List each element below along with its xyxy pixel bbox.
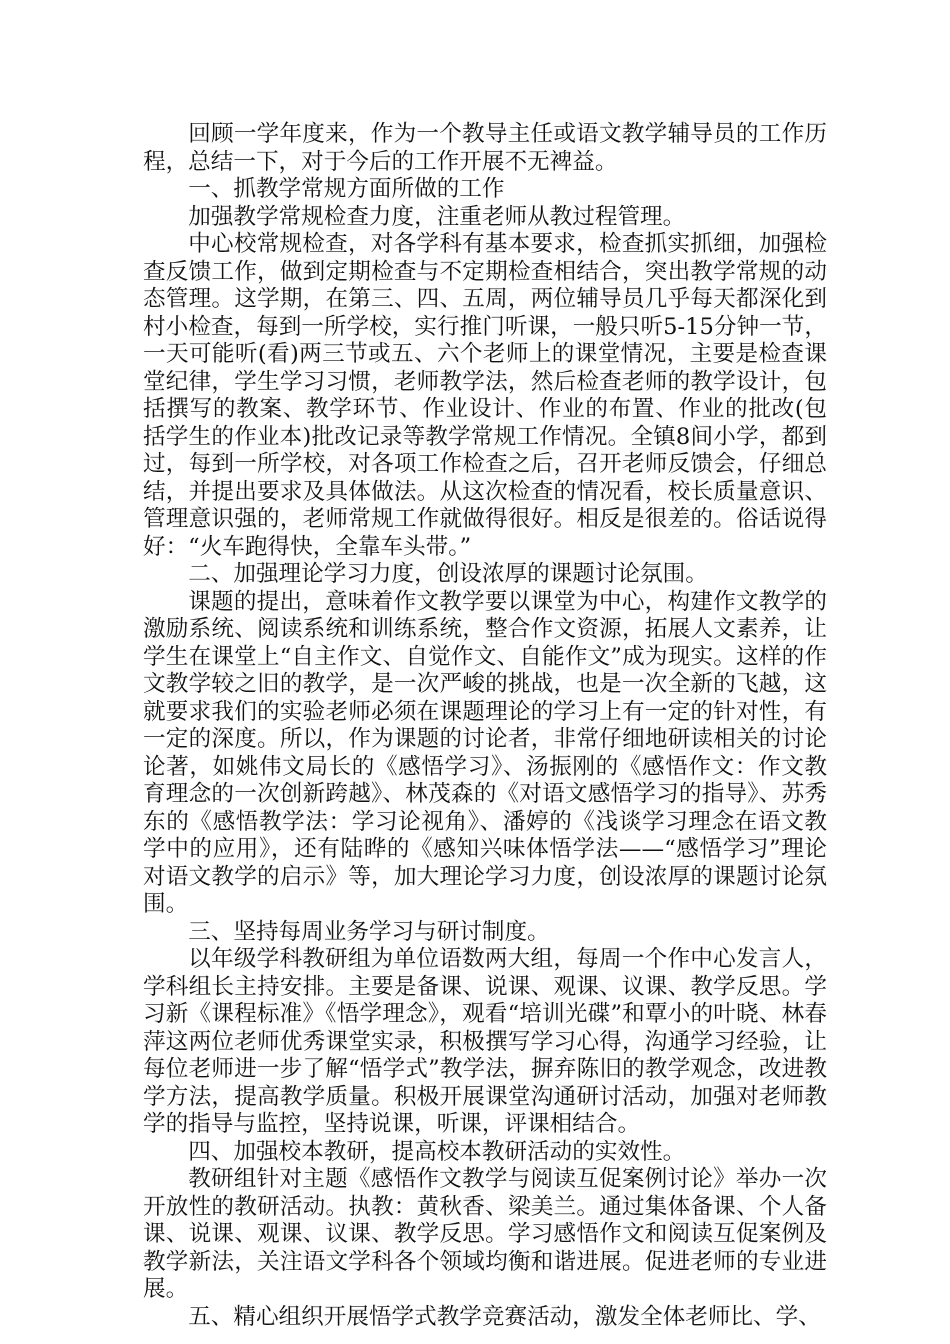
paragraph-1-body: 中心校常规检查，对各学科有基本要求，检查抓实抓细，加强检查反馈工作，做到定期检查与不定期检查相结合，突出教学常规的动态管理。这学期，在第三、四、五周，两位辅导员几乎每天都深化到村小检查，每到一所学校，实行推门听课，一般只听5-15分钟一节，一天可能听(看)两三节或五、六个老师上的课堂情况，主要是检查课堂纪律，学生学习习惯，老师教学法，然后检查老师的教学设计，包括撰写的教案、教学环节、作业设计、作业的布置、作业的批改(包括学生的作业本)批改记录等教学常规工作情况。全镇8间小学，都到过，每到一所学校，对各项工作检查之后，召开老师反馈会，仔细总结，并提出要求及具体做法。从这次检查的情况看，校长质量意识、管理意识强的，老师常规工作就做得很好。相反是很差的。俗话说得好：“火车跑得快，全靠车头带。” (143, 231, 827, 560)
heading-section-4: 四、加强校本教研，提高校本教研活动的实效性。 (188, 1138, 686, 1165)
heading-section-1: 一、抓教学常规方面所做的工作 (188, 176, 505, 202)
heading-section-3: 三、坚持每周业务学习与研讨制度。 (188, 918, 550, 945)
heading-section-2: 二、加强理论学习力度，创设浓厚的课题讨论氛围。 (188, 561, 708, 587)
document-body (143, 121, 827, 1331)
paragraph-1-summary: 加强教学常规检查力度，注重老师从教过程管理。 (188, 203, 686, 230)
heading-section-5: 五、精心组织开展悟学式教学竞赛活动，激发全体老师比、学、 (188, 1303, 821, 1330)
paragraph-4-body: 教研组针对主题《感悟作文教学与阅读互促案例讨论》举办一次开放性的教研活动。执教：黄秋香、梁美兰。通过集体备课、个人备课、说课、观课、议课、教学反思。学习感悟作文和阅读互促案例及教学新法，关注语文学科各个领域均衡和谐进展。促进老师的专业进展。 (143, 1166, 827, 1302)
paragraph-3-body: 以年级学科教研组为单位语数两大组，每周一个作中心发言人，学科组长主持安排。主要是备课、说课、观课、议课、教学反思。学习新《课程标准》《悟学理念》，观看“培训光碟”和覃小的叶晓、林春萍这两位老师优秀课堂实录，积极撰写学习心得，沟通学习经验，让每位老师进一步了解“悟学式”教学法，摒弃陈旧的教学观念，改进教学方法，提高教学质量。积极开展课堂沟通研讨活动，加强对老师教学的指导与监控，坚持说课，听课，评课相结合。 (143, 946, 827, 1137)
paragraph-2-body: 课题的提出，意味着作文教学要以课堂为中心，构建作文教学的激励系统、阅读系统和训练系统，整合作文资源，拓展人文素养，让学生在课堂上“自主作文、自觉作文、自能作文”成为现实。这样的作文教学较之旧的教学，是一次严峻的挑战，也是一次全新的飞越，这就要求我们的实验老师必须在课题理论的学习上有一定的针对性，有一定的深度。所以，作为课题的讨论者，非常仔细地研读相关的讨论论著，如姚伟文局长的《感悟学习》、汤振刚的《感悟作文：作文教育理念的一次创新跨越》、林茂森的《对语文感悟学习的指导》、苏秀东的《感悟教学法：学习论视角》、潘婷的《浅谈学习理念在语文教学中的应用》，还有陆晔的《感知兴味体悟学法——“感悟学习”理论对语文教学的启示》等，加大理论学习力度，创设浓厚的课题讨论氛围。 (143, 588, 827, 917)
paragraph-intro: 回顾一学年度来，作为一个教导主任或语文教学辅导员的工作历程，总结一下，对于今后的工作开展不无裨益。 (143, 121, 827, 175)
